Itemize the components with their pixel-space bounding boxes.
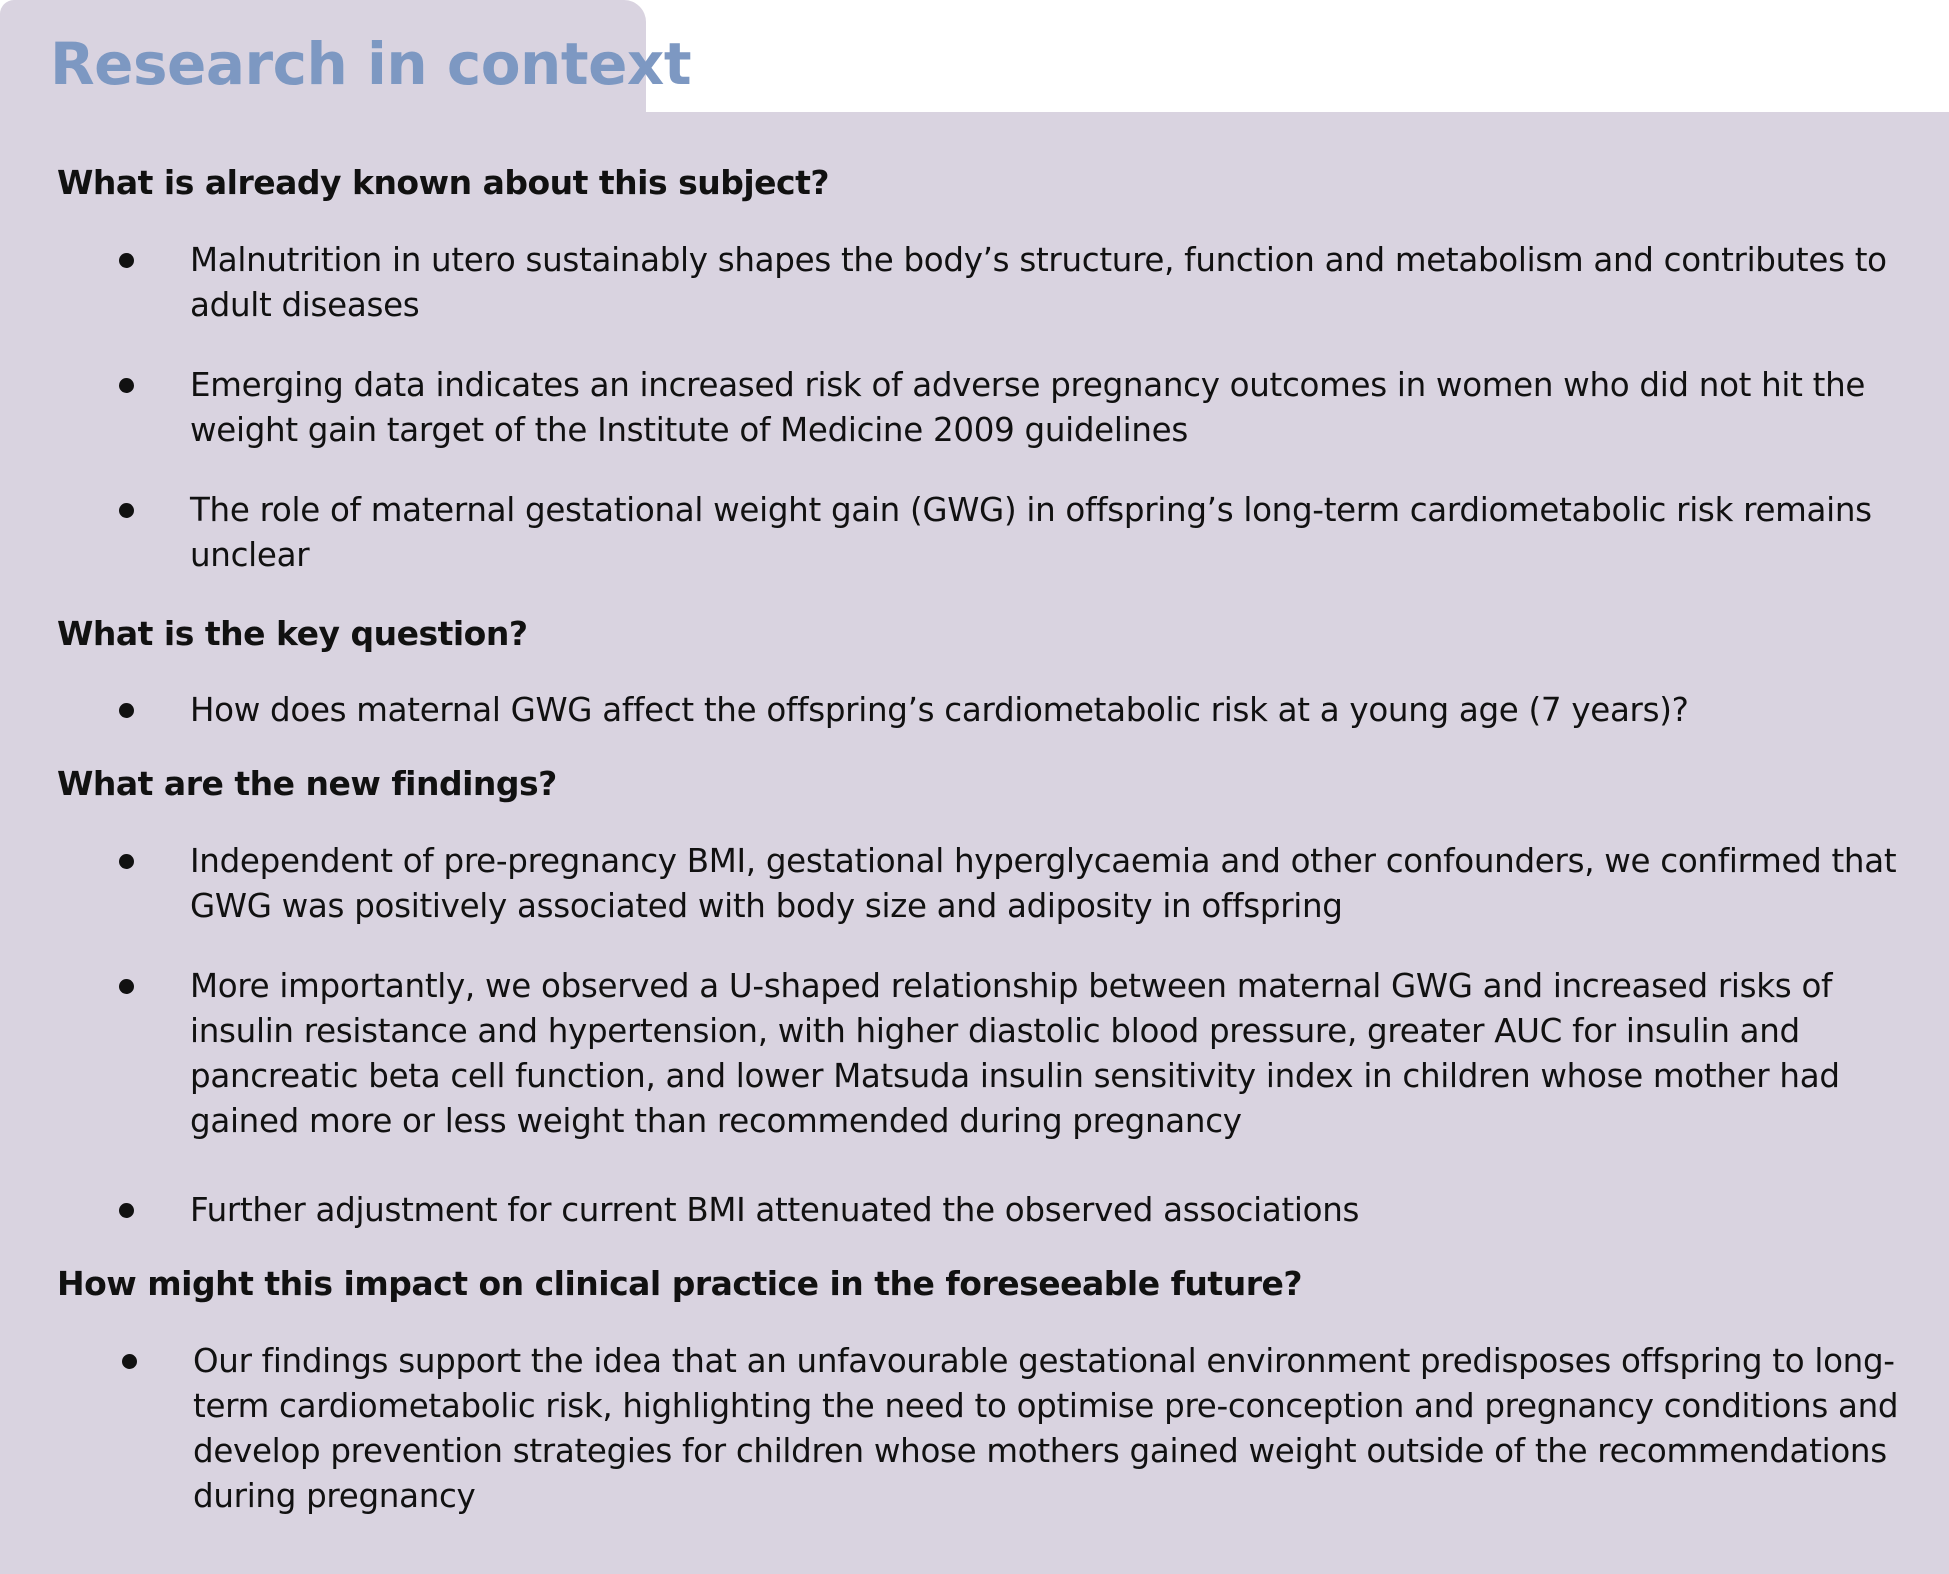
list-item (57, 1188, 1917, 1233)
bullet-list (57, 839, 1917, 1233)
section-key-question (57, 612, 1917, 656)
list-item (57, 1339, 1917, 1519)
list-item (57, 363, 1917, 453)
bullet-text: How does maternal GWG affect the offspring’s cardiometabolic risk at a young age (7 years)? (190, 691, 1689, 729)
bullet-text: Malnutrition in utero sustainably shapes the body’s structure, function and metabolism and contributes to adult diseases (190, 241, 1887, 324)
section-heading: How might this impact on clinical practice in the foreseeable future? (57, 1264, 1302, 1303)
bullet-text: Emerging data indicates an increased risk of adverse pregnancy outcomes in women who did not hit the weight gain target of the Institute of Medicine 2009 guidelines (190, 366, 1866, 449)
bullet-dot-icon (119, 979, 134, 994)
section-new-findings (57, 762, 1917, 806)
section-heading: What is the key question? (57, 614, 528, 653)
section-known (57, 161, 1917, 205)
bullet-text: The role of maternal gestational weight gain (GWG) in offspring’s long-term cardiometabolic risk remains unclear (190, 491, 1872, 574)
box-title: Research in context (50, 30, 692, 98)
list-item (57, 964, 1917, 1144)
bullet-dot-icon (119, 503, 134, 518)
bullet-dot-icon (119, 1203, 134, 1218)
bullet-text: More importantly, we observed a U-shaped relationship between maternal GWG and increased risks of insulin resistance and hypertension, with higher diastolic blood pressure, greater AUC for insulin and pancreatic beta cell function, and lower Matsuda insulin sensitivity index in children whose mother had gained more or less weight than recommended during pregnancy (190, 967, 1840, 1140)
section-clinical-impact (57, 1262, 1917, 1306)
section-heading: What is already known about this subject? (57, 163, 830, 202)
list-item (57, 238, 1917, 328)
bullet-dot-icon (119, 703, 134, 718)
bullet-text: Our findings support the idea that an unfavourable gestational environment predisposes offspring to long-term cardiometabolic risk, highlighting the need to optimise pre-conception and pregnancy conditions and develop prevention strategies for children whose mothers gained weight outside of the recommendations during pregnancy (193, 1342, 1899, 1515)
bullet-list (57, 1339, 1917, 1519)
bullet-dot-icon (119, 253, 134, 268)
list-item (57, 839, 1917, 929)
bullet-list (57, 238, 1917, 578)
bullet-text: Further adjustment for current BMI attenuated the observed associations (190, 1191, 1360, 1229)
bullet-dot-icon (119, 378, 134, 393)
bullet-dot-icon (119, 854, 134, 869)
section-heading: What are the new findings? (57, 764, 557, 803)
bullet-list (57, 688, 1917, 733)
bullet-text: Independent of pre-pregnancy BMI, gestational hyperglycaemia and other confounders, we confirmed that GWG was positively associated with body size and adiposity in offspring (190, 842, 1897, 925)
list-item (57, 688, 1917, 733)
bullet-dot-icon (122, 1354, 137, 1369)
list-item (57, 488, 1917, 578)
title-tab (0, 0, 692, 125)
